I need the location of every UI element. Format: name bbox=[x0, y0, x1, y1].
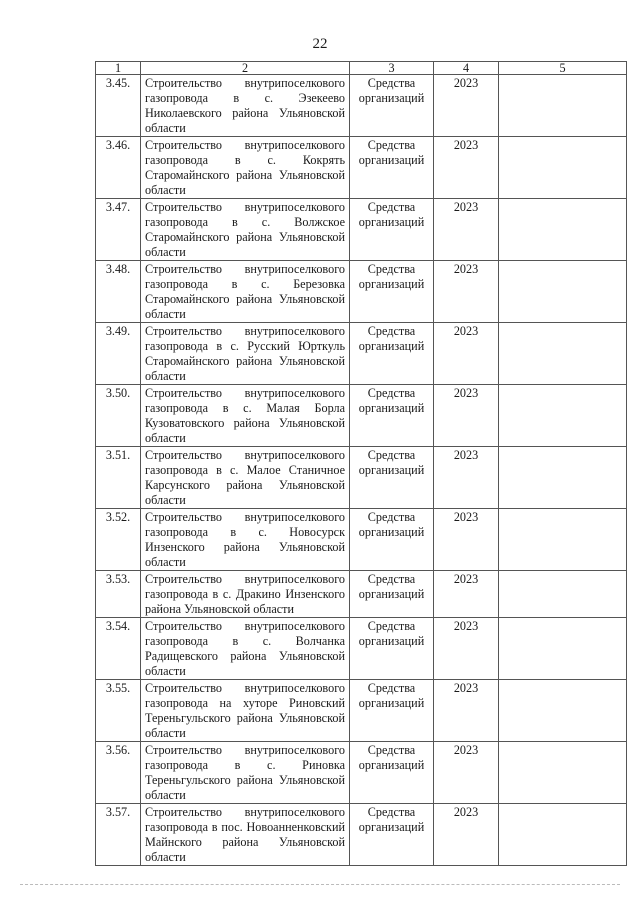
item-number-cell: 3.55. bbox=[96, 680, 141, 742]
description-cell: Строительство внутрипоселкового газопровода в с. Березовка Старомайнского района Ульяновской области bbox=[141, 261, 350, 323]
table-header-row bbox=[96, 62, 627, 75]
funding-source-cell: Средства организаций bbox=[350, 385, 434, 447]
funding-source-cell: Средства организаций bbox=[350, 199, 434, 261]
description-cell: Строительство внутрипоселкового газопровода в с. Кокрять Старомайнского района Ульяновской области bbox=[141, 137, 350, 199]
table-row bbox=[96, 742, 627, 804]
year-cell: 2023 bbox=[434, 804, 499, 866]
description-cell: Строительство внутрипоселкового газопровода в с. Риновка Тереньгульского района Ульяновской области bbox=[141, 742, 350, 804]
year-cell: 2023 bbox=[434, 571, 499, 618]
funding-source-cell: Средства организаций bbox=[350, 261, 434, 323]
table-row bbox=[96, 618, 627, 680]
year-cell: 2023 bbox=[434, 509, 499, 571]
column-header: 5 bbox=[499, 62, 627, 75]
year-cell: 2023 bbox=[434, 323, 499, 385]
description-cell: Строительство внутрипоселкового газопровода в пос. Новоанненковский Майнского района Ульяновской области bbox=[141, 804, 350, 866]
item-number-cell: 3.57. bbox=[96, 804, 141, 866]
item-number-cell: 3.49. bbox=[96, 323, 141, 385]
column-header: 4 bbox=[434, 62, 499, 75]
note-cell bbox=[499, 742, 627, 804]
page-number: 22 bbox=[312, 36, 328, 52]
table-row bbox=[96, 804, 627, 866]
table-row bbox=[96, 261, 627, 323]
funding-source-cell: Средства организаций bbox=[350, 509, 434, 571]
column-header: 3 bbox=[350, 62, 434, 75]
table-row bbox=[96, 323, 627, 385]
year-cell: 2023 bbox=[434, 199, 499, 261]
table-row bbox=[96, 571, 627, 618]
funding-source-cell: Средства организаций bbox=[350, 618, 434, 680]
table-row bbox=[96, 137, 627, 199]
funding-source-cell: Средства организаций bbox=[350, 137, 434, 199]
note-cell bbox=[499, 804, 627, 866]
table-row bbox=[96, 199, 627, 261]
item-number-cell: 3.47. bbox=[96, 199, 141, 261]
item-number-cell: 3.51. bbox=[96, 447, 141, 509]
note-cell bbox=[499, 137, 627, 199]
item-number-cell: 3.48. bbox=[96, 261, 141, 323]
funding-source-cell: Средства организаций bbox=[350, 804, 434, 866]
description-cell: Строительство внутрипоселкового газопровода на хуторе Риновский Тереньгульского района Ульяновской области bbox=[141, 680, 350, 742]
funding-source-cell: Средства организаций bbox=[350, 571, 434, 618]
funding-source-cell: Средства организаций bbox=[350, 447, 434, 509]
funding-source-cell: Средства организаций bbox=[350, 680, 434, 742]
funding-source-cell: Средства организаций bbox=[350, 323, 434, 385]
year-cell: 2023 bbox=[434, 447, 499, 509]
item-number-cell: 3.56. bbox=[96, 742, 141, 804]
note-cell bbox=[499, 680, 627, 742]
description-cell: Строительство внутрипоселкового газопровода в с. Волжское Старомайнского района Ульяновской области bbox=[141, 199, 350, 261]
item-number-cell: 3.50. bbox=[96, 385, 141, 447]
item-number-cell: 3.46. bbox=[96, 137, 141, 199]
scan-edge-marks bbox=[20, 884, 620, 887]
item-number-cell: 3.54. bbox=[96, 618, 141, 680]
program-table bbox=[95, 61, 627, 866]
note-cell bbox=[499, 571, 627, 618]
year-cell: 2023 bbox=[434, 618, 499, 680]
year-cell: 2023 bbox=[434, 680, 499, 742]
column-header: 2 bbox=[141, 62, 350, 75]
description-cell: Строительство внутрипоселкового газопровода в с. Русский Юрткуль Старомайнского района Ульяновской области bbox=[141, 323, 350, 385]
description-cell: Строительство внутрипоселкового газопровода в с. Новосурск Инзенского района Ульяновской области bbox=[141, 509, 350, 571]
table-row bbox=[96, 75, 627, 137]
year-cell: 2023 bbox=[434, 385, 499, 447]
table-row bbox=[96, 680, 627, 742]
table-row bbox=[96, 447, 627, 509]
table-row bbox=[96, 385, 627, 447]
note-cell bbox=[499, 199, 627, 261]
note-cell bbox=[499, 385, 627, 447]
note-cell bbox=[499, 323, 627, 385]
column-header: 1 bbox=[96, 62, 141, 75]
description-cell: Строительство внутрипоселкового газопровода в с. Малое Станичное Карсунского района Ульяновской области bbox=[141, 447, 350, 509]
note-cell bbox=[499, 447, 627, 509]
funding-source-cell: Средства организаций bbox=[350, 75, 434, 137]
item-number-cell: 3.53. bbox=[96, 571, 141, 618]
note-cell bbox=[499, 261, 627, 323]
note-cell bbox=[499, 509, 627, 571]
year-cell: 2023 bbox=[434, 261, 499, 323]
note-cell bbox=[499, 618, 627, 680]
table-row bbox=[96, 509, 627, 571]
funding-source-cell: Средства организаций bbox=[350, 742, 434, 804]
item-number-cell: 3.52. bbox=[96, 509, 141, 571]
description-cell: Строительство внутрипоселкового газопровода в с. Малая Борла Кузоватовского района Ульяновской области bbox=[141, 385, 350, 447]
year-cell: 2023 bbox=[434, 137, 499, 199]
description-cell: Строительство внутрипоселкового газопровода в с. Волчанка Радищевского района Ульяновской области bbox=[141, 618, 350, 680]
table-body bbox=[96, 75, 627, 866]
note-cell bbox=[499, 75, 627, 137]
description-cell: Строительство внутрипоселкового газопровода в с. Эзекеево Николаевского района Ульяновской области bbox=[141, 75, 350, 137]
description-cell: Строительство внутрипоселкового газопровода в с. Дракино Инзенского района Ульяновской области bbox=[141, 571, 350, 618]
year-cell: 2023 bbox=[434, 742, 499, 804]
item-number-cell: 3.45. bbox=[96, 75, 141, 137]
year-cell: 2023 bbox=[434, 75, 499, 137]
